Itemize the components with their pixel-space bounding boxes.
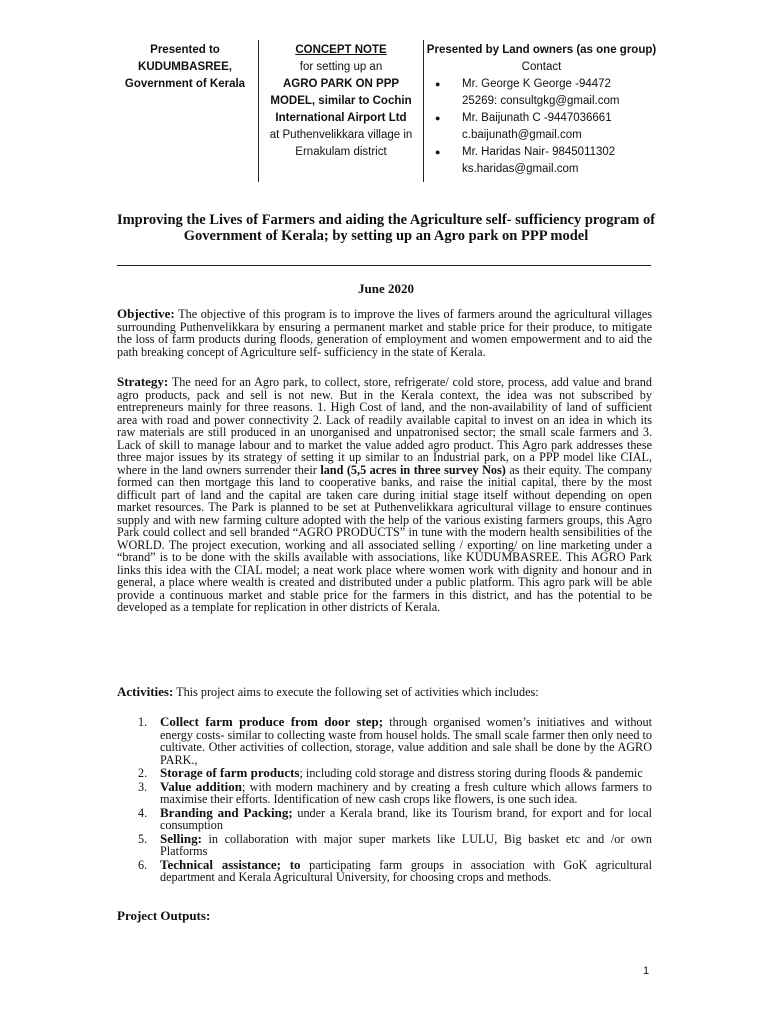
list-item-number: 6.	[138, 857, 148, 872]
concept-note-column	[258, 40, 424, 182]
title-divider	[117, 265, 651, 266]
strategy-text: as their equity. The company formed can then mortgage this land to cooperative banks, and raise the initial capital, there by the most difficult part of land and the capital are taken care during initial stage itself without depending on open market resources. The Park is planned to be set at Puthenvelikkara agricultural village to ensure continues supply and with new farming culture adopted with the help of the various existing farmers groups, this Agro Park could collect and sell branded “AGRO PRODUCTS” in tune with the modern health sensibilities of the WORLD. The project execution, working and all associated selling / exporting/ on line marketing under a “brand” is to be done with the skills available with associations, like KUDUMBASREE. This AGRO Park links this idea with the CIAL model; a neat work place where women work with dignity and honour and in general, a place where wealth is created and distributed under a public platform. This agro park will be able provide a continuous market and stable price for the farmers in this district, and has the potential to be developed as a template for replication in other districts of Kerala.	[117, 462, 653, 614]
presented-to-column	[112, 40, 258, 182]
activities-intro-text: This project aims to execute the following set of activities which includes:	[176, 685, 539, 699]
activities-list	[138, 716, 652, 885]
concept-note-bold-line: AGRO PARK ON PPP	[282, 78, 400, 90]
list-item-heading: Technical assistance; to	[160, 856, 301, 872]
list-item	[138, 716, 652, 766]
presented-to-org: KUDUMBASREE,	[138, 61, 232, 73]
objective-text: The objective of this program is to improve the lives of farmers around the agricultural villages surrounding Puthenvelikkara by ensuring a permanent market and stable price for their produce, to mitigate the loss of farm products during floods, generation of employment and women empowerment and to aid the path breaking concept of Agriculture self- sufficiency in the state of Kerala.	[117, 307, 652, 359]
objective-paragraph	[117, 308, 652, 358]
strategy-text: The need for an Agro park, to collect, store, refrigerate/ cold store, process, add value and brand agro products, pack and sell is not new. But in the Kerala context, the idea was not subscribed by entrepreneurs mainly for three reasons. 1. High Cost of land, and the non-availability of land of sufficient area with road and power connectivity 2. Lack of readily available capital to invest on an idea in which its raw materials are still produced in an unorganised and unpatronised sector; the small scale farmers and 3. Lack of skill to manage labour and to market the value added agro product. This Agro park addresses these three major issues by its strategy of setting it up similar to an Industrial park, on a PPP model like CIAL, where in the land owners surrender their	[117, 375, 652, 477]
contact-name-phone: ● Mr. George K George -94472	[462, 78, 611, 90]
page-number: 1	[643, 965, 650, 977]
concept-note-line: Ernakulam district	[295, 146, 387, 158]
list-item-number: 1.	[138, 715, 148, 729]
concept-note-line: for setting up an	[299, 61, 383, 73]
concept-note-line: at Puthenvelikkara village in	[269, 129, 413, 141]
list-item	[138, 804, 652, 832]
list-item-heading: Value addition	[160, 778, 243, 794]
presented-to-gov: Government of Kerala	[124, 78, 246, 90]
list-item-heading: Branding and Packing;	[160, 804, 293, 820]
list-item-text: through organised women’s initiatives and without energy costs- similar to collecting waste from housel holds. The small scale farmer then only need to cultivate. Other activities of collection, storage, value addition and sale shall be done by the AGRO PARK.,	[160, 715, 653, 767]
list-item-heading: Selling:	[160, 830, 202, 846]
list-item	[138, 778, 652, 806]
activities-intro	[117, 686, 652, 699]
contact-name-phone: ● Mr. Haridas Nair- 9845011302	[462, 146, 616, 158]
list-item-number: 5.	[138, 831, 148, 846]
contact-item	[423, 110, 660, 144]
contact-email: ks.haridas@gmail.com	[462, 163, 579, 175]
contact-item	[423, 144, 660, 178]
concept-note-title: CONCEPT NOTE	[295, 44, 387, 56]
contact-email: 25269: consultgkg@gmail.com	[462, 95, 620, 107]
list-item-heading: Storage of farm products	[160, 765, 300, 780]
list-item-number: 4.	[138, 805, 148, 820]
project-outputs-heading: Project Outputs:	[117, 908, 211, 923]
list-item-number: 2.	[138, 766, 148, 780]
contact-list	[423, 76, 660, 178]
list-item-text: under a Kerala brand, like its Tourism brand, for export and for local consumption	[160, 805, 652, 832]
contact-item	[423, 76, 660, 110]
document-title: Improving the Lives of Farmers and aiding the Agriculture self- sufficiency program of Government of Kerala; by setting up an Agro park on PPP model	[116, 212, 656, 244]
presented-by-title: Presented by Land owners (as one group)	[426, 44, 657, 56]
contact-name-phone: ● Mr. Baijunath C -9447036661	[462, 112, 612, 124]
strategy-label: Strategy:	[117, 374, 169, 389]
contact-heading: Contact	[521, 61, 562, 73]
objective-label: Objective:	[117, 306, 175, 321]
activities-label: Activities:	[117, 684, 174, 699]
list-item	[138, 856, 652, 884]
document-date: June 2020	[358, 281, 414, 296]
concept-note-bold-line: MODEL, similar to Cochin	[270, 95, 412, 107]
strategy-paragraph	[117, 376, 652, 614]
list-item-text: ; including cold storage and distress storing during floods & pandemic	[299, 766, 643, 780]
list-item-number: 3.	[138, 779, 148, 794]
list-item-text: in collaboration with major super markets like LULU, Big basket etc and /or own Platforms	[160, 831, 652, 858]
presented-to-line: Presented to	[150, 44, 220, 56]
concept-note-bold-line: International Airport Ltd	[275, 112, 407, 124]
header-table	[112, 40, 660, 180]
contact-email: c.baijunath@gmail.com	[462, 129, 582, 141]
list-item-text: ; with modern machinery and by creating a fresh culture which allows farmers to maximise their efforts. Identification of new cash crops like flowers, is one such idea.	[160, 779, 652, 806]
list-item-heading: Collect farm produce from door step;	[160, 714, 384, 729]
contact-column	[423, 40, 660, 182]
strategy-bold-text: land (5,5 acres in three survey Nos)	[320, 462, 506, 477]
list-item	[138, 830, 652, 858]
list-item-text: participating farm groups in association with GoK agricultural department and Kerala Agricultural University, for choosing crops and methods.	[160, 857, 652, 884]
